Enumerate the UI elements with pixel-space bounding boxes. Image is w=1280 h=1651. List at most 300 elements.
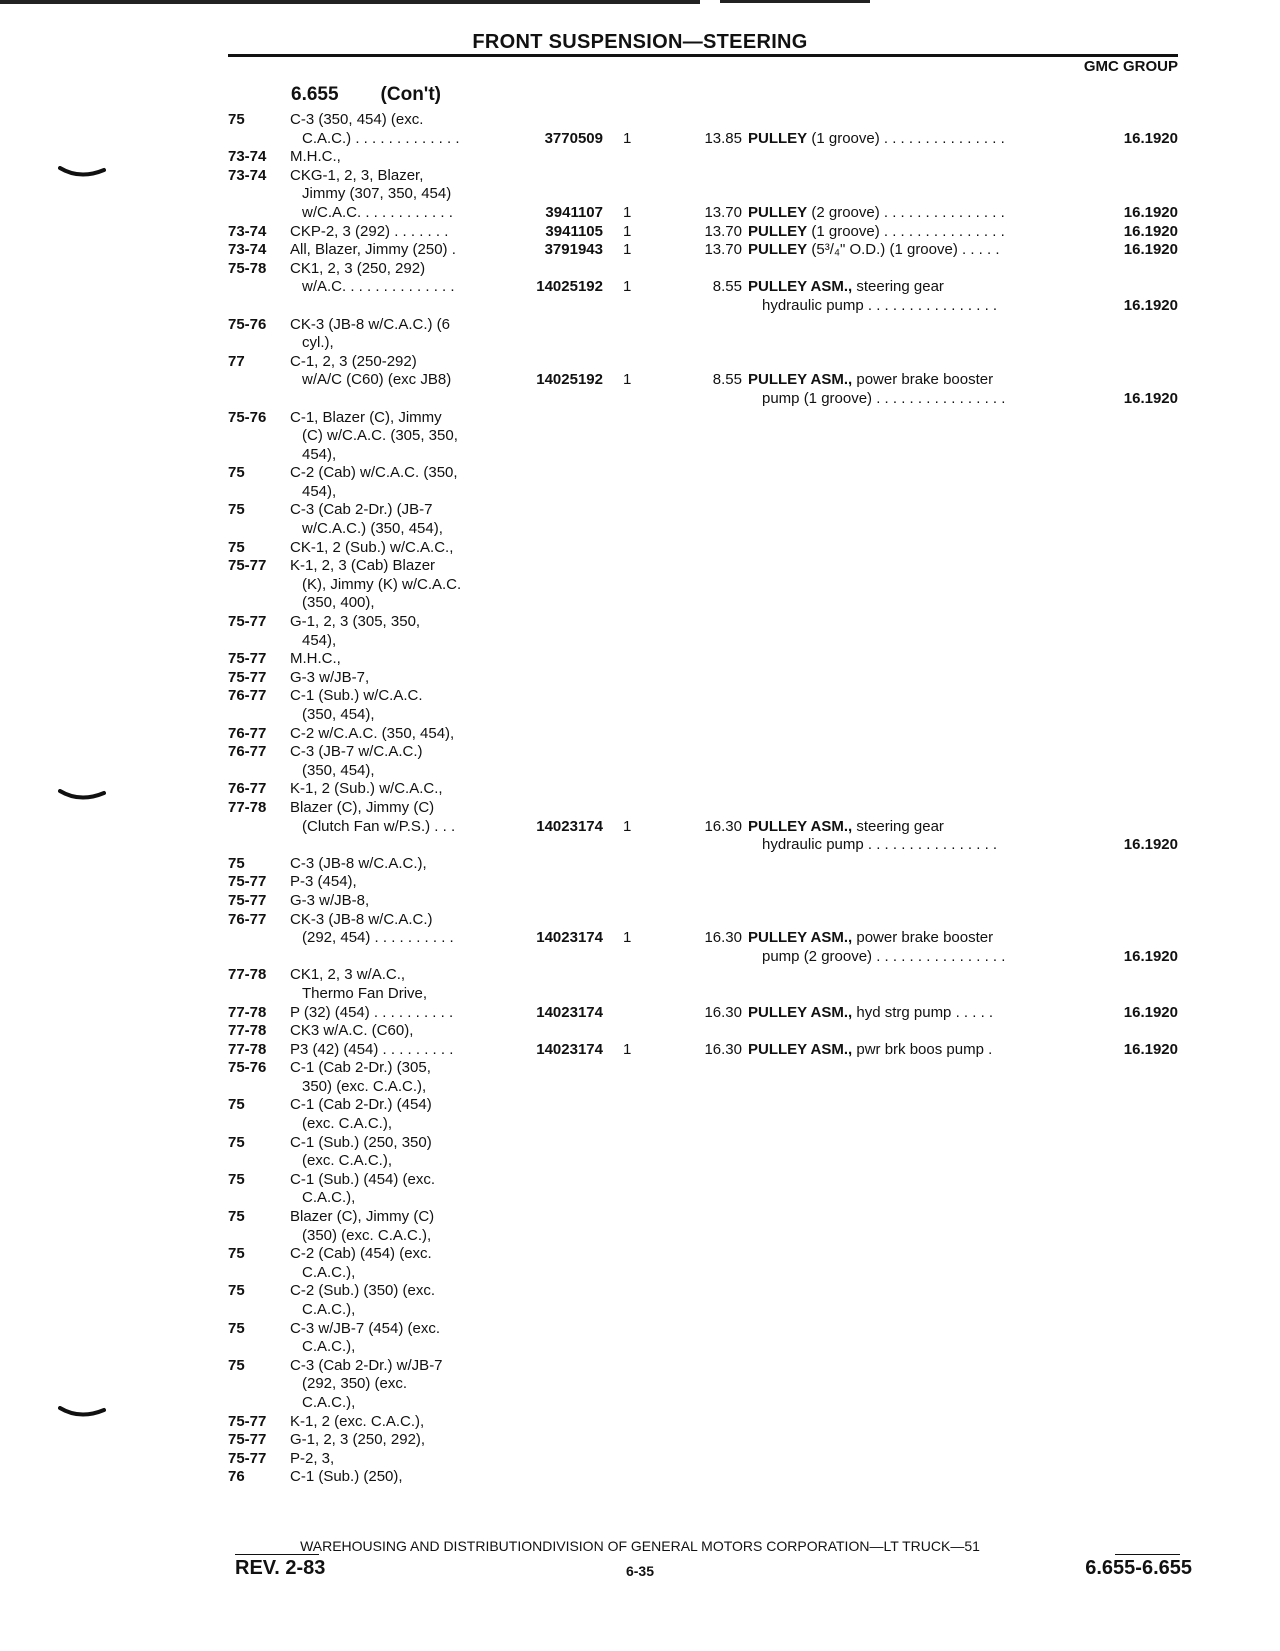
table-row	[0, 464, 1280, 501]
application: C-1 (Sub.) w/C.A.C.	[290, 687, 423, 705]
row-line	[0, 1115, 1280, 1134]
row-line	[0, 818, 1280, 837]
row-line	[0, 1022, 1280, 1041]
model-years: 75	[228, 1282, 245, 1300]
model-years: 73-74	[228, 148, 267, 166]
part-description	[748, 130, 1005, 149]
table-row	[0, 1022, 1280, 1041]
model-years: 75	[228, 1133, 245, 1151]
row-line	[0, 260, 1280, 279]
table-row	[0, 1245, 1280, 1282]
model-years: 75	[228, 111, 245, 128]
table-row	[0, 1431, 1280, 1450]
application: 454),	[302, 631, 337, 649]
table-row	[0, 1450, 1280, 1469]
table-row	[0, 1208, 1280, 1245]
parts-list	[0, 111, 1280, 1487]
model-years: 75	[228, 538, 245, 556]
price: 8.55	[712, 278, 742, 296]
row-line	[0, 427, 1280, 446]
part-name: PULLEY ASM.,	[748, 371, 853, 389]
part-number: 3770509	[544, 129, 603, 147]
row-line	[0, 148, 1280, 167]
model-years: 77-78	[228, 1040, 267, 1058]
table-row	[0, 1468, 1280, 1487]
part-detail: power brake booster	[852, 929, 994, 947]
part-description	[762, 297, 997, 316]
row-line	[0, 1208, 1280, 1227]
row-line	[0, 836, 1280, 855]
table-row	[0, 1004, 1280, 1023]
part-detail: (1 groove) . . . . . . . . . . . . . . .	[807, 129, 1005, 147]
application: C-1 (Sub.) (250, 350)	[290, 1133, 432, 1151]
price: 13.70	[704, 203, 742, 221]
group-number: 16.1920	[1123, 389, 1178, 407]
row-line	[0, 929, 1280, 948]
model-years: 76-77	[228, 910, 267, 928]
group-label: GMC GROUP	[1083, 58, 1178, 75]
row-line	[0, 1413, 1280, 1432]
table-row	[0, 613, 1280, 650]
table-row	[0, 1357, 1280, 1413]
part-name: PULLEY ASM.,	[748, 1040, 853, 1058]
application: C-2 (Cab) (454) (exc.	[290, 1245, 432, 1263]
table-row	[0, 743, 1280, 780]
part-number: 3941107	[545, 203, 603, 221]
part-name: PULLEY	[748, 241, 808, 259]
row-line	[0, 1394, 1280, 1413]
table-row	[0, 725, 1280, 744]
binder-hole-mark-icon	[58, 789, 106, 803]
row-line	[0, 539, 1280, 558]
table-row	[0, 855, 1280, 874]
application: C.A.C.) . . . . . . . . . . . . .	[302, 129, 460, 147]
application: (292, 454) . . . . . . . . . .	[302, 929, 454, 947]
model-years: 75-77	[228, 557, 267, 575]
part-description	[748, 1041, 992, 1060]
part-detail: hydraulic pump . . . . . . . . . . . . . . . .	[762, 836, 998, 854]
part-description	[748, 278, 944, 297]
row-line	[0, 1134, 1280, 1153]
application: All, Blazer, Jimmy (250) .	[290, 241, 456, 259]
row-line	[0, 1338, 1280, 1357]
model-years: 77-78	[228, 798, 267, 816]
part-name: PULLEY ASM.,	[748, 817, 853, 835]
row-line	[0, 911, 1280, 930]
row-line	[0, 687, 1280, 706]
row-line	[0, 223, 1280, 242]
part-description	[748, 241, 1000, 260]
quantity: 1	[623, 817, 632, 835]
model-years: 75-77	[228, 650, 267, 668]
price: 13.70	[704, 222, 742, 240]
price: 16.30	[704, 929, 742, 947]
model-years: 76-77	[228, 687, 267, 705]
part-description	[748, 223, 1005, 242]
row-line	[0, 316, 1280, 335]
application: C-3 (JB-7 w/C.A.C.)	[290, 743, 423, 761]
row-line	[0, 1468, 1280, 1487]
table-row	[0, 1096, 1280, 1133]
model-years: 75-77	[228, 891, 267, 909]
row-line	[0, 576, 1280, 595]
application: CKP-2, 3 (292) . . . . . . .	[290, 222, 449, 240]
model-years: 75-76	[228, 1059, 267, 1077]
application: C-2 w/C.A.C. (350, 454),	[290, 724, 455, 742]
application: C-1 (Sub.) (250),	[290, 1468, 403, 1486]
application: C-1 (Sub.) (454) (exc.	[290, 1170, 436, 1188]
row-line	[0, 780, 1280, 799]
model-years: 76-77	[228, 743, 267, 761]
row-line	[0, 446, 1280, 465]
application: CKG-1, 2, 3, Blazer,	[290, 166, 424, 184]
price: 16.30	[704, 1003, 742, 1021]
quantity: 1	[623, 278, 632, 296]
row-line	[0, 483, 1280, 502]
quantity: 1	[623, 129, 632, 147]
application: G-1, 2, 3 (250, 292),	[290, 1431, 426, 1449]
part-detail: (5³/₄" O.D.) (1 groove) . . . . .	[807, 241, 1000, 259]
row-line	[0, 855, 1280, 874]
application: C-2 (Cab) w/C.A.C. (350,	[290, 464, 458, 482]
binder-hole-mark-icon	[58, 166, 106, 180]
row-line	[0, 1059, 1280, 1078]
footer-page-number: 6-35	[625, 1563, 655, 1579]
row-line	[0, 1004, 1280, 1023]
application: G-1, 2, 3 (305, 350,	[290, 613, 421, 631]
table-row	[0, 1320, 1280, 1357]
model-years: 75	[228, 1096, 245, 1114]
application: C.A.C.),	[302, 1263, 356, 1281]
table-row	[0, 911, 1280, 967]
section-continued: (Con't)	[380, 84, 441, 105]
application: G-3 w/JB-7,	[290, 668, 370, 686]
application: C-1, Blazer (C), Jimmy	[290, 408, 442, 426]
table-row	[0, 1134, 1280, 1171]
row-line	[0, 799, 1280, 818]
quantity: 1	[623, 371, 632, 389]
model-years: 73-74	[228, 241, 267, 259]
application: (350, 454),	[302, 761, 375, 779]
row-line	[0, 371, 1280, 390]
price: 16.30	[704, 817, 742, 835]
application: CK3 w/A.C. (C60),	[290, 1022, 414, 1040]
model-years: 77-78	[228, 1022, 267, 1040]
table-row	[0, 148, 1280, 167]
header-rule	[228, 54, 1178, 57]
row-line	[0, 520, 1280, 539]
application: C-3 (Cab 2-Dr.) w/JB-7	[290, 1356, 443, 1374]
part-number: 14023174	[536, 1040, 603, 1058]
footer-section-range: 6.655-6.655	[1085, 1557, 1192, 1579]
table-row	[0, 873, 1280, 892]
model-years: 75-78	[228, 259, 267, 277]
application: (350, 400),	[302, 594, 375, 612]
part-name: PULLEY	[748, 222, 808, 240]
row-line	[0, 1227, 1280, 1246]
row-line	[0, 613, 1280, 632]
top-edge-rule	[0, 0, 700, 4]
part-detail: (2 groove) . . . . . . . . . . . . . . .	[807, 203, 1005, 221]
model-years: 75-77	[228, 1449, 267, 1467]
application: M.H.C.,	[290, 650, 341, 668]
part-detail: steering gear	[852, 278, 944, 296]
section-heading	[291, 84, 483, 106]
row-line	[0, 1171, 1280, 1190]
model-years: 76-77	[228, 724, 267, 742]
part-number: 3791943	[544, 241, 603, 259]
row-line	[0, 1357, 1280, 1376]
application: P-2, 3,	[290, 1449, 335, 1467]
model-years: 76-77	[228, 780, 267, 798]
application: (C) w/C.A.C. (305, 350,	[302, 427, 458, 445]
application: C-3 w/JB-7 (454) (exc.	[290, 1319, 441, 1337]
model-years: 75-77	[228, 613, 267, 631]
group-number: 16.1920	[1123, 203, 1178, 221]
part-name: PULLEY	[748, 203, 808, 221]
model-years: 75	[228, 1170, 245, 1188]
footer-rule-right	[1115, 1554, 1180, 1555]
part-detail: hydraulic pump . . . . . . . . . . . . . . . .	[762, 296, 998, 314]
row-line	[0, 111, 1280, 130]
application: CK-3 (JB-8 w/C.A.C.)	[290, 910, 433, 928]
table-row	[0, 223, 1280, 242]
row-line	[0, 948, 1280, 967]
group-number: 16.1920	[1123, 241, 1178, 259]
row-line	[0, 278, 1280, 297]
application: (exc. C.A.C.),	[302, 1152, 393, 1170]
binder-hole-mark-icon	[58, 1406, 106, 1420]
model-years: 75	[228, 1319, 245, 1337]
row-line	[0, 241, 1280, 260]
application: w/C.A.C.) (350, 454),	[302, 520, 443, 538]
application: 454),	[302, 445, 337, 463]
part-name: PULLEY ASM.,	[748, 278, 853, 296]
part-description	[762, 948, 1005, 967]
row-line	[0, 1096, 1280, 1115]
group-number: 16.1920	[1123, 296, 1178, 314]
model-years: 75-77	[228, 873, 267, 891]
table-row	[0, 892, 1280, 911]
row-line	[0, 1320, 1280, 1339]
application: Jimmy (307, 350, 454)	[302, 185, 452, 203]
part-name: PULLEY	[748, 129, 808, 147]
quantity: 1	[623, 929, 632, 947]
row-line	[0, 873, 1280, 892]
application: G-3 w/JB-8,	[290, 891, 370, 909]
part-description	[748, 204, 1005, 223]
row-line	[0, 501, 1280, 520]
table-row	[0, 966, 1280, 1003]
model-years: 75-77	[228, 1431, 267, 1449]
application: w/C.A.C. . . . . . . . . . . .	[302, 203, 453, 221]
quantity: 1	[623, 203, 632, 221]
application: K-1, 2 (exc. C.A.C.),	[290, 1412, 425, 1430]
application: CK1, 2, 3 w/A.C.,	[290, 966, 406, 984]
table-row	[0, 669, 1280, 688]
group-number: 16.1920	[1123, 1040, 1178, 1058]
table-row	[0, 316, 1280, 353]
model-years: 77	[228, 352, 245, 370]
row-line	[0, 725, 1280, 744]
page-title: FRONT SUSPENSION—STEERING	[472, 31, 808, 53]
row-line	[0, 185, 1280, 204]
application: Blazer (C), Jimmy (C)	[290, 1208, 435, 1226]
model-years: 76	[228, 1468, 245, 1486]
table-row	[0, 260, 1280, 316]
application: C-1, 2, 3 (250-292)	[290, 352, 417, 370]
application: C-1 (Cab 2-Dr.) (305,	[290, 1059, 431, 1077]
row-line	[0, 1450, 1280, 1469]
application: 350) (exc. C.A.C.),	[302, 1077, 427, 1095]
price: 16.30	[704, 1040, 742, 1058]
model-years: 75	[228, 501, 245, 519]
application: CK-1, 2 (Sub.) w/C.A.C.,	[290, 538, 454, 556]
row-line	[0, 167, 1280, 186]
application: CK1, 2, 3 (250, 292)	[290, 259, 426, 277]
row-line	[0, 353, 1280, 372]
table-row	[0, 539, 1280, 558]
row-line	[0, 650, 1280, 669]
application: (K), Jimmy (K) w/C.A.C.	[302, 575, 462, 593]
application: C-1 (Cab 2-Dr.) (454)	[290, 1096, 432, 1114]
part-number: 3941105	[545, 222, 603, 240]
footer-revision: REV. 2-83	[235, 1557, 326, 1579]
part-number: 14023174	[536, 929, 603, 947]
part-name: PULLEY ASM.,	[748, 1003, 853, 1021]
table-row	[0, 780, 1280, 799]
application: C.A.C.),	[302, 1301, 356, 1318]
row-line	[0, 743, 1280, 762]
model-years: 75-76	[228, 315, 267, 333]
table-row	[0, 111, 1280, 148]
application: C.A.C.),	[302, 1393, 356, 1411]
part-detail: pwr brk boos pump .	[852, 1040, 993, 1058]
part-description	[748, 1004, 993, 1023]
row-line	[0, 297, 1280, 316]
part-description	[748, 818, 944, 837]
application: K-1, 2 (Sub.) w/C.A.C.,	[290, 780, 443, 798]
price: 13.70	[704, 241, 742, 259]
application: C-3 (350, 454) (exc.	[290, 111, 424, 128]
application: Thermo Fan Drive,	[302, 984, 428, 1002]
part-description	[762, 390, 1005, 409]
row-line	[0, 1245, 1280, 1264]
quantity: 1	[623, 241, 632, 259]
application: w/A/C (C60) (exc JB8)	[302, 371, 452, 389]
row-line	[0, 1301, 1280, 1320]
row-line	[0, 1189, 1280, 1208]
application: C-3 (Cab 2-Dr.) (JB-7	[290, 501, 433, 519]
model-years: 75	[228, 1208, 245, 1226]
part-description	[748, 929, 993, 948]
application: P3 (42) (454) . . . . . . . . .	[290, 1040, 454, 1058]
model-years: 75	[228, 464, 245, 482]
application: w/A.C. . . . . . . . . . . . . .	[302, 278, 455, 296]
model-years: 77-78	[228, 1003, 267, 1021]
price: 8.55	[712, 371, 742, 389]
row-line	[0, 1152, 1280, 1171]
model-years: 77-78	[228, 966, 267, 984]
model-years: 75-77	[228, 1412, 267, 1430]
table-row	[0, 241, 1280, 260]
price: 13.85	[704, 129, 742, 147]
application: 454),	[302, 482, 337, 500]
top-edge-rule-secondary	[720, 0, 870, 3]
application: P-3 (454),	[290, 873, 357, 891]
application: CK-3 (JB-8 w/C.A.C.) (6	[290, 315, 451, 333]
part-detail: power brake booster	[852, 371, 994, 389]
part-detail: hyd strg pump . . . . .	[852, 1003, 994, 1021]
row-line	[0, 1078, 1280, 1097]
table-row	[0, 409, 1280, 465]
group-number: 16.1920	[1123, 1003, 1178, 1021]
quantity: 1	[623, 222, 632, 240]
application: C.A.C.),	[302, 1338, 356, 1356]
row-line	[0, 1264, 1280, 1283]
model-years: 75-77	[228, 668, 267, 686]
section-number: 6.655	[291, 84, 339, 105]
part-number: 14025192	[536, 278, 603, 296]
model-years: 75	[228, 1356, 245, 1374]
application: M.H.C.,	[290, 148, 341, 166]
table-row	[0, 1041, 1280, 1060]
table-row	[0, 1413, 1280, 1432]
table-row	[0, 501, 1280, 538]
application: (Clutch Fan w/P.S.) . . .	[302, 817, 456, 835]
row-line	[0, 557, 1280, 576]
part-number: 14023174	[536, 1003, 603, 1021]
row-line	[0, 1431, 1280, 1450]
application: C.A.C.),	[302, 1189, 356, 1207]
group-number: 16.1920	[1123, 222, 1178, 240]
row-line	[0, 334, 1280, 353]
group-number: 16.1920	[1123, 129, 1178, 147]
model-years: 73-74	[228, 222, 267, 240]
row-line	[0, 390, 1280, 409]
application: (292, 350) (exc.	[302, 1375, 408, 1393]
row-line	[0, 130, 1280, 149]
footer-rule-left	[235, 1554, 319, 1555]
group-number: 16.1920	[1123, 836, 1178, 854]
row-line	[0, 409, 1280, 428]
application: Blazer (C), Jimmy (C)	[290, 798, 435, 816]
model-years: 73-74	[228, 166, 267, 184]
row-line	[0, 892, 1280, 911]
table-row	[0, 1059, 1280, 1096]
application: (350, 454),	[302, 706, 375, 723]
row-line	[0, 1375, 1280, 1394]
quantity: 1	[623, 1040, 632, 1058]
row-line	[0, 464, 1280, 483]
table-row	[0, 1171, 1280, 1208]
footer-publisher: WAREHOUSING AND DISTRIBUTIONDIVISION OF GENERAL MOTORS CORPORATION—LT TRUCK—51	[300, 1538, 980, 1554]
table-row	[0, 1282, 1280, 1319]
application: (350) (exc. C.A.C.),	[302, 1226, 432, 1244]
row-line	[0, 762, 1280, 781]
table-row	[0, 687, 1280, 724]
model-years: 75-76	[228, 408, 267, 426]
row-line	[0, 966, 1280, 985]
part-detail: (1 groove) . . . . . . . . . . . . . . .	[807, 222, 1005, 240]
application: cyl.),	[302, 334, 334, 352]
application: K-1, 2, 3 (Cab) Blazer	[290, 557, 436, 575]
part-detail: pump (1 groove) . . . . . . . . . . . . . . . .	[762, 389, 1006, 407]
part-number: 14025192	[536, 371, 603, 389]
row-line	[0, 669, 1280, 688]
table-row	[0, 799, 1280, 855]
row-line	[0, 985, 1280, 1004]
